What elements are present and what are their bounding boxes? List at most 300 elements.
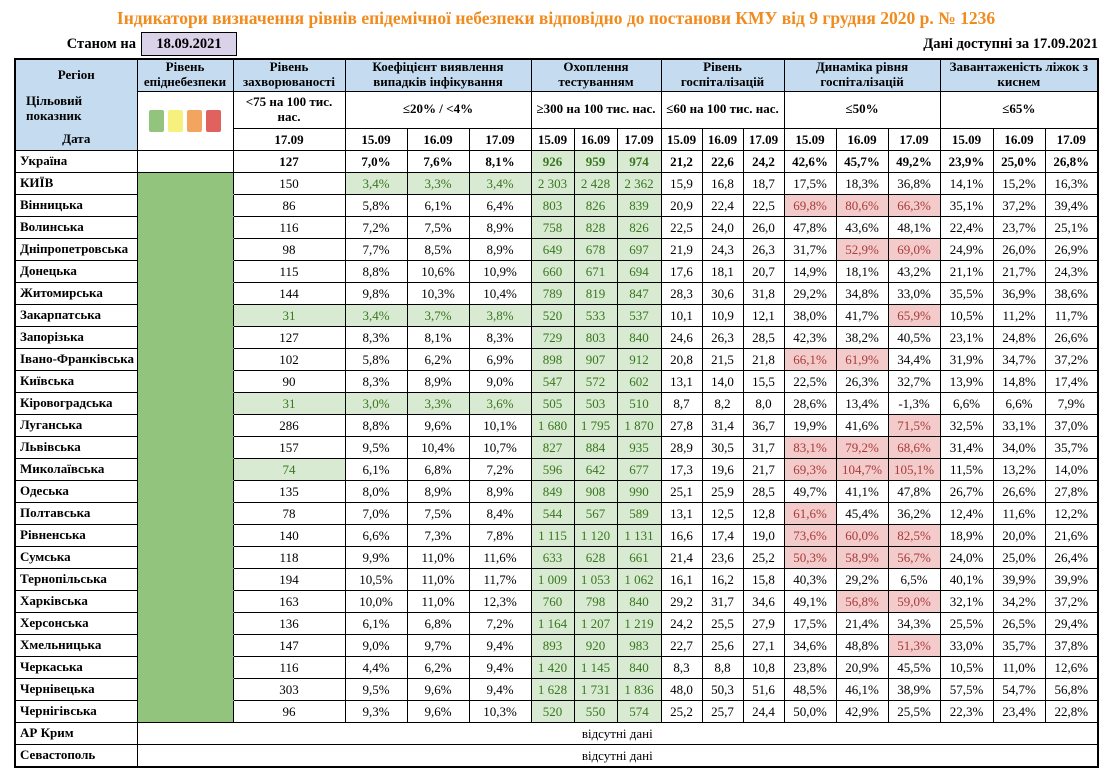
table-row <box>15 305 1098 327</box>
header-epidemic-level: Рівень епіднебезпеки <box>137 59 233 91</box>
date-cell: 15.09 <box>661 129 702 151</box>
detection-cell: 8,1% <box>469 151 531 173</box>
date-cell: 15.09 <box>940 129 993 151</box>
epidemic-level-cell <box>137 569 233 591</box>
detection-cell: 9,6% <box>407 679 469 701</box>
hospitalization-dynamics-cell: 49,2% <box>888 151 940 173</box>
detection-cell: 6,1% <box>345 459 407 481</box>
detection-cell: 8,9% <box>469 481 531 503</box>
region-name: Закарпатська <box>15 305 137 327</box>
table-row <box>15 679 1098 701</box>
oxygen-beds-cell: 39,9% <box>993 569 1045 591</box>
date-cell: 16.09 <box>407 129 469 151</box>
testing-cell: 758 <box>531 217 574 239</box>
hospitalization-dynamics-cell: 43,2% <box>888 261 940 283</box>
detection-cell: 11,7% <box>469 569 531 591</box>
testing-cell: 1 420 <box>531 657 574 679</box>
table-row <box>15 239 1098 261</box>
hospitalization-dynamics-cell: 61,6% <box>784 503 836 525</box>
hospitalization-cell: 36,7 <box>743 415 784 437</box>
date-cell: 17.09 <box>233 129 345 151</box>
testing-cell: 898 <box>531 349 574 371</box>
date-cell: 16.09 <box>702 129 743 151</box>
oxygen-beds-cell: 24,0% <box>940 547 993 569</box>
hospitalization-dynamics-cell: 51,3% <box>888 635 940 657</box>
testing-cell: 1 120 <box>574 525 617 547</box>
hospitalization-cell: 18,7 <box>743 173 784 195</box>
testing-cell: 907 <box>574 349 617 371</box>
oxygen-beds-cell: 57,5% <box>940 679 993 701</box>
table-row <box>15 371 1098 393</box>
hospitalization-cell: 14,0 <box>702 371 743 393</box>
detection-cell: 3,0% <box>345 393 407 415</box>
hospitalization-cell: 22,4 <box>702 195 743 217</box>
no-data-cell: відсутні дані <box>137 723 1098 745</box>
epidemic-level-cell <box>137 239 233 261</box>
testing-cell: 661 <box>617 547 661 569</box>
oxygen-beds-cell: 12,2% <box>1045 503 1098 525</box>
hospitalization-cell: 18,1 <box>702 261 743 283</box>
detection-cell: 9,5% <box>345 679 407 701</box>
detection-cell: 11,0% <box>407 569 469 591</box>
oxygen-beds-cell: 11,5% <box>940 459 993 481</box>
hospitalization-dynamics-cell: 42,6% <box>784 151 836 173</box>
region-name: Івано-Франківська <box>15 349 137 371</box>
hospitalization-dynamics-cell: 48,8% <box>836 635 888 657</box>
detection-cell: 11,6% <box>469 547 531 569</box>
hospitalization-dynamics-cell: 56,8% <box>836 591 888 613</box>
incidence-cell: 86 <box>233 195 345 217</box>
incidence-cell: 163 <box>233 591 345 613</box>
hospitalization-cell: 21,5 <box>702 349 743 371</box>
hospitalization-cell: 24,6 <box>661 327 702 349</box>
table-row <box>15 151 1098 173</box>
header-region-label: Регіон <box>57 67 95 82</box>
oxygen-beds-cell: 7,9% <box>1045 393 1098 415</box>
hospitalization-dynamics-cell: 104,7% <box>836 459 888 481</box>
oxygen-beds-cell: 37,8% <box>1045 635 1098 657</box>
data-available-label: Дані доступні за 17.09.2021 <box>923 36 1098 52</box>
date-cell: 16.09 <box>574 129 617 151</box>
testing-cell: 567 <box>574 503 617 525</box>
detection-cell: 6,1% <box>407 195 469 217</box>
epidemic-level-cell <box>137 261 233 283</box>
epidemic-level-cell <box>137 547 233 569</box>
hospitalization-cell: 22,5 <box>661 217 702 239</box>
region-name: Волинська <box>15 217 137 239</box>
region-name: Чернівецька <box>15 679 137 701</box>
hospitalization-dynamics-cell: 36,8% <box>888 173 940 195</box>
oxygen-beds-cell: 25,1% <box>1045 217 1098 239</box>
incidence-cell: 90 <box>233 371 345 393</box>
hospitalization-cell: 24,2 <box>743 151 784 173</box>
testing-cell: 1 207 <box>574 613 617 635</box>
hospitalization-cell: 31,7 <box>743 437 784 459</box>
oxygen-beds-cell: 11,0% <box>993 657 1045 679</box>
region-name: Житомирська <box>15 283 137 305</box>
region-name: КИЇВ <box>15 173 137 195</box>
testing-cell: 920 <box>574 635 617 657</box>
testing-cell: 912 <box>617 349 661 371</box>
table-row <box>15 217 1098 239</box>
region-name: Донецька <box>15 261 137 283</box>
table-row <box>15 173 1098 195</box>
date-cell: 16.09 <box>993 129 1045 151</box>
oxygen-beds-cell: 21,6% <box>1045 525 1098 547</box>
table-row <box>15 503 1098 525</box>
detection-cell: 6,2% <box>407 657 469 679</box>
testing-cell: 1 164 <box>531 613 574 635</box>
detection-cell: 12,3% <box>469 591 531 613</box>
hospitalization-cell: 24,0 <box>702 217 743 239</box>
detection-cell: 6,1% <box>345 613 407 635</box>
hospitalization-cell: 25,2 <box>743 547 784 569</box>
hospitalization-dynamics-cell: 65,9% <box>888 305 940 327</box>
table-row <box>15 195 1098 217</box>
testing-cell: 974 <box>617 151 661 173</box>
testing-cell: 828 <box>574 217 617 239</box>
detection-cell: 9,9% <box>345 547 407 569</box>
hospitalization-dynamics-cell: 17,5% <box>784 173 836 195</box>
incidence-cell: 98 <box>233 239 345 261</box>
detection-cell: 10,6% <box>407 261 469 283</box>
hospitalization-dynamics-cell: 60,0% <box>836 525 888 547</box>
testing-cell: 1 131 <box>617 525 661 547</box>
hospitalization-dynamics-cell: 38,0% <box>784 305 836 327</box>
detection-cell: 8,9% <box>469 217 531 239</box>
hospitalization-dynamics-cell: 40,5% <box>888 327 940 349</box>
oxygen-beds-cell: 17,4% <box>1045 371 1098 393</box>
testing-cell: 1 062 <box>617 569 661 591</box>
oxygen-beds-cell: 26,5% <box>993 613 1045 635</box>
detection-cell: 3,4% <box>345 305 407 327</box>
hospitalization-cell: 28,5 <box>743 481 784 503</box>
detection-cell: 3,8% <box>469 305 531 327</box>
hospitalization-cell: 23,6 <box>702 547 743 569</box>
detection-cell: 7,0% <box>345 151 407 173</box>
region-name: Запорізька <box>15 327 137 349</box>
hospitalization-cell: 10,1 <box>661 305 702 327</box>
hospitalization-cell: 20,8 <box>661 349 702 371</box>
incidence-cell: 136 <box>233 613 345 635</box>
detection-cell: 10,5% <box>345 569 407 591</box>
detection-cell: 3,3% <box>407 393 469 415</box>
table-row <box>15 459 1098 481</box>
oxygen-beds-cell: 25,0% <box>993 151 1045 173</box>
region-name: Львівська <box>15 437 137 459</box>
testing-cell: 803 <box>574 327 617 349</box>
incidence-cell: 144 <box>233 283 345 305</box>
hospitalization-cell: 10,8 <box>743 657 784 679</box>
oxygen-beds-cell: 11,6% <box>993 503 1045 525</box>
epidemic-level-cell <box>137 635 233 657</box>
incidence-cell: 115 <box>233 261 345 283</box>
hospitalization-dynamics-cell: 66,3% <box>888 195 940 217</box>
testing-cell: 789 <box>531 283 574 305</box>
testing-cell: 893 <box>531 635 574 657</box>
region-name: Полтавська <box>15 503 137 525</box>
date-cell: 17.09 <box>617 129 661 151</box>
detection-cell: 3,6% <box>469 393 531 415</box>
hospitalization-cell: 17,3 <box>661 459 702 481</box>
target-detection: ≤20% / <4% <box>345 91 531 129</box>
testing-cell: 826 <box>574 195 617 217</box>
hospitalization-cell: 21,9 <box>661 239 702 261</box>
oxygen-beds-cell: 10,5% <box>940 657 993 679</box>
oxygen-beds-cell: 56,8% <box>1045 679 1098 701</box>
hospitalization-cell: 25,1 <box>661 481 702 503</box>
detection-cell: 8,9% <box>469 239 531 261</box>
hospitalization-cell: 12,8 <box>743 503 784 525</box>
hospitalization-cell: 24,3 <box>702 239 743 261</box>
incidence-cell: 96 <box>233 701 345 723</box>
hospitalization-cell: 21,2 <box>661 151 702 173</box>
hospitalization-dynamics-cell: 41,7% <box>836 305 888 327</box>
epidemic-level-cell <box>137 503 233 525</box>
region-name: Херсонська <box>15 613 137 635</box>
epidemic-level-cell <box>137 195 233 217</box>
testing-cell: 729 <box>531 327 574 349</box>
oxygen-beds-cell: 35,7% <box>1045 437 1098 459</box>
hospitalization-cell: 15,5 <box>743 371 784 393</box>
hospitalization-cell: 16,2 <box>702 569 743 591</box>
hospitalization-cell: 25,7 <box>702 701 743 723</box>
hospitalization-dynamics-cell: 29,2% <box>784 283 836 305</box>
hospitalization-cell: 22,5 <box>743 195 784 217</box>
detection-cell: 9,3% <box>345 701 407 723</box>
hospitalization-dynamics-cell: 52,9% <box>836 239 888 261</box>
date-cell: 17.09 <box>469 129 531 151</box>
oxygen-beds-cell: 26,7% <box>940 481 993 503</box>
detection-cell: 8,5% <box>407 239 469 261</box>
hospitalization-cell: 21,8 <box>743 349 784 371</box>
epidemic-level-cell <box>137 151 233 173</box>
epidemic-level-cell <box>137 349 233 371</box>
oxygen-beds-cell: 23,9% <box>940 151 993 173</box>
hospitalization-cell: 22,7 <box>661 635 702 657</box>
hospitalization-cell: 21,7 <box>743 459 784 481</box>
detection-cell: 7,2% <box>469 459 531 481</box>
incidence-cell: 140 <box>233 525 345 547</box>
detection-cell: 9,6% <box>407 415 469 437</box>
detection-cell: 8,0% <box>345 481 407 503</box>
hospitalization-dynamics-cell: 48,5% <box>784 679 836 701</box>
detection-cell: 9,4% <box>469 679 531 701</box>
hospitalization-cell: 20,7 <box>743 261 784 283</box>
hospitalization-cell: 17,4 <box>702 525 743 547</box>
date-cell: 15.09 <box>784 129 836 151</box>
table-row <box>15 723 1098 745</box>
hospitalization-dynamics-cell: 66,1% <box>784 349 836 371</box>
table-header <box>15 59 1098 151</box>
oxygen-beds-cell: 26,9% <box>1045 239 1098 261</box>
table-row <box>15 657 1098 679</box>
incidence-cell: 150 <box>233 173 345 195</box>
table-row <box>15 525 1098 547</box>
detection-cell: 10,4% <box>469 283 531 305</box>
oxygen-beds-cell: 31,4% <box>940 437 993 459</box>
hospitalization-cell: 51,6 <box>743 679 784 701</box>
epidemic-level-cell <box>137 371 233 393</box>
testing-cell: 827 <box>531 437 574 459</box>
oxygen-beds-cell: 24,3% <box>1045 261 1098 283</box>
testing-cell: 1 870 <box>617 415 661 437</box>
detection-cell: 8,3% <box>345 371 407 393</box>
oxygen-beds-cell: 33,0% <box>940 635 993 657</box>
oxygen-beds-cell: 6,6% <box>993 393 1045 415</box>
oxygen-beds-cell: 24,9% <box>940 239 993 261</box>
date-cell: 17.09 <box>1045 129 1098 151</box>
region-name: Сумська <box>15 547 137 569</box>
hospitalization-dynamics-cell: 26,3% <box>836 371 888 393</box>
detection-cell: 11,0% <box>407 547 469 569</box>
hospitalization-cell: 30,6 <box>702 283 743 305</box>
date-cell: 15.09 <box>531 129 574 151</box>
oxygen-beds-cell: 22,8% <box>1045 701 1098 723</box>
hospitalization-dynamics-cell: 69,3% <box>784 459 836 481</box>
header-date-label: Дата <box>62 131 91 146</box>
epidemic-level-legend <box>137 91 233 151</box>
testing-cell: 2 303 <box>531 173 574 195</box>
oxygen-beds-cell: 54,7% <box>993 679 1045 701</box>
detection-cell: 10,9% <box>469 261 531 283</box>
detection-cell: 10,7% <box>469 437 531 459</box>
oxygen-beds-cell: 23,7% <box>993 217 1045 239</box>
testing-cell: 505 <box>531 393 574 415</box>
epidemic-level-cell <box>137 393 233 415</box>
hospitalization-dynamics-cell: 83,1% <box>784 437 836 459</box>
hospitalization-dynamics-cell: 41,1% <box>836 481 888 503</box>
testing-cell: 1 628 <box>531 679 574 701</box>
hospitalization-dynamics-cell: 33,0% <box>888 283 940 305</box>
oxygen-beds-cell: 25,5% <box>940 613 993 635</box>
green-level-square <box>149 110 164 132</box>
header-target-label: Цільовий показник <box>26 93 83 123</box>
hospitalization-dynamics-cell: 68,6% <box>888 437 940 459</box>
hospitalization-dynamics-cell: 38,9% <box>888 679 940 701</box>
incidence-cell: 116 <box>233 657 345 679</box>
table-row <box>15 547 1098 569</box>
detection-cell: 9,6% <box>407 701 469 723</box>
testing-cell: 2 362 <box>617 173 661 195</box>
oxygen-beds-cell: 26,8% <box>1045 151 1098 173</box>
oxygen-beds-cell: 29,4% <box>1045 613 1098 635</box>
header-incidence: Рівень захворюваності <box>233 59 345 91</box>
epidemic-level-cell <box>137 305 233 327</box>
oxygen-beds-cell: 37,2% <box>993 195 1045 217</box>
hospitalization-dynamics-cell: 38,2% <box>836 327 888 349</box>
hospitalization-dynamics-cell: 31,7% <box>784 239 836 261</box>
hospitalization-cell: 24,2 <box>661 613 702 635</box>
epidemic-level-cell <box>137 437 233 459</box>
hospitalization-dynamics-cell: 82,5% <box>888 525 940 547</box>
hospitalization-cell: 17,6 <box>661 261 702 283</box>
testing-cell: 694 <box>617 261 661 283</box>
hospitalization-dynamics-cell: 34,3% <box>888 613 940 635</box>
testing-cell: 908 <box>574 481 617 503</box>
hospitalization-cell: 29,2 <box>661 591 702 613</box>
oxygen-beds-cell: 14,1% <box>940 173 993 195</box>
detection-cell: 10,0% <box>345 591 407 613</box>
hospitalization-dynamics-cell: 29,2% <box>836 569 888 591</box>
oxygen-beds-cell: 35,1% <box>940 195 993 217</box>
epidemic-level-cell <box>137 459 233 481</box>
epidemic-level-cell <box>137 327 233 349</box>
hospitalization-cell: 16,8 <box>702 173 743 195</box>
detection-cell: 6,6% <box>345 525 407 547</box>
detection-cell: 9,8% <box>345 283 407 305</box>
table-body <box>15 151 1098 768</box>
table-row <box>15 415 1098 437</box>
hospitalization-dynamics-cell: 45,4% <box>836 503 888 525</box>
region-name: Чернігівська <box>15 701 137 723</box>
testing-cell: 1 009 <box>531 569 574 591</box>
testing-cell: 649 <box>531 239 574 261</box>
detection-cell: 11,0% <box>407 591 469 613</box>
incidence-cell: 78 <box>233 503 345 525</box>
table-row <box>15 327 1098 349</box>
incidence-cell: 116 <box>233 217 345 239</box>
detection-cell: 7,7% <box>345 239 407 261</box>
hospitalization-dynamics-cell: 32,7% <box>888 371 940 393</box>
detection-cell: 8,9% <box>407 371 469 393</box>
testing-cell: 503 <box>574 393 617 415</box>
incidence-cell: 102 <box>233 349 345 371</box>
testing-cell: 1 795 <box>574 415 617 437</box>
hospitalization-cell: 30,5 <box>702 437 743 459</box>
testing-cell: 990 <box>617 481 661 503</box>
hospitalization-dynamics-cell: 47,8% <box>784 217 836 239</box>
incidence-cell: 31 <box>233 393 345 415</box>
epidemic-level-cell <box>137 525 233 547</box>
oxygen-beds-cell: 33,1% <box>993 415 1045 437</box>
oxygen-beds-cell: 14,8% <box>993 371 1045 393</box>
hospitalization-dynamics-cell: 34,6% <box>784 635 836 657</box>
region-name: Черкаська <box>15 657 137 679</box>
hospitalization-cell: 26,0 <box>743 217 784 239</box>
hospitalization-dynamics-cell: 34,8% <box>836 283 888 305</box>
testing-cell: 826 <box>617 217 661 239</box>
hospitalization-dynamics-cell: 23,8% <box>784 657 836 679</box>
detection-cell: 8,3% <box>469 327 531 349</box>
detection-cell: 9,0% <box>469 371 531 393</box>
hospitalization-cell: 31,7 <box>702 591 743 613</box>
table-row <box>15 437 1098 459</box>
hospitalization-dynamics-cell: 45,7% <box>836 151 888 173</box>
hospitalization-dynamics-cell: 80,6% <box>836 195 888 217</box>
hospitalization-dynamics-cell: 59,0% <box>888 591 940 613</box>
epidemic-level-cell <box>137 173 233 195</box>
table-row <box>15 349 1098 371</box>
hospitalization-cell: 25,9 <box>702 481 743 503</box>
hospitalization-cell: 28,9 <box>661 437 702 459</box>
region-name: АР Крим <box>15 723 137 745</box>
testing-cell: 677 <box>617 459 661 481</box>
hospitalization-cell: 31,4 <box>702 415 743 437</box>
testing-cell: 547 <box>531 371 574 393</box>
hospitalization-cell: 8,7 <box>661 393 702 415</box>
oxygen-beds-cell: 26,6% <box>1045 327 1098 349</box>
testing-cell: 1 145 <box>574 657 617 679</box>
hospitalization-dynamics-cell: 25,5% <box>888 701 940 723</box>
oxygen-beds-cell: 20,0% <box>993 525 1045 547</box>
target-testing: ≥300 на 100 тис. нас. <box>531 91 661 129</box>
hospitalization-cell: 26,3 <box>702 327 743 349</box>
testing-cell: 678 <box>574 239 617 261</box>
epidemic-level-cell <box>137 481 233 503</box>
hospitalization-cell: 25,6 <box>702 635 743 657</box>
hospitalization-dynamics-cell: 71,5% <box>888 415 940 437</box>
